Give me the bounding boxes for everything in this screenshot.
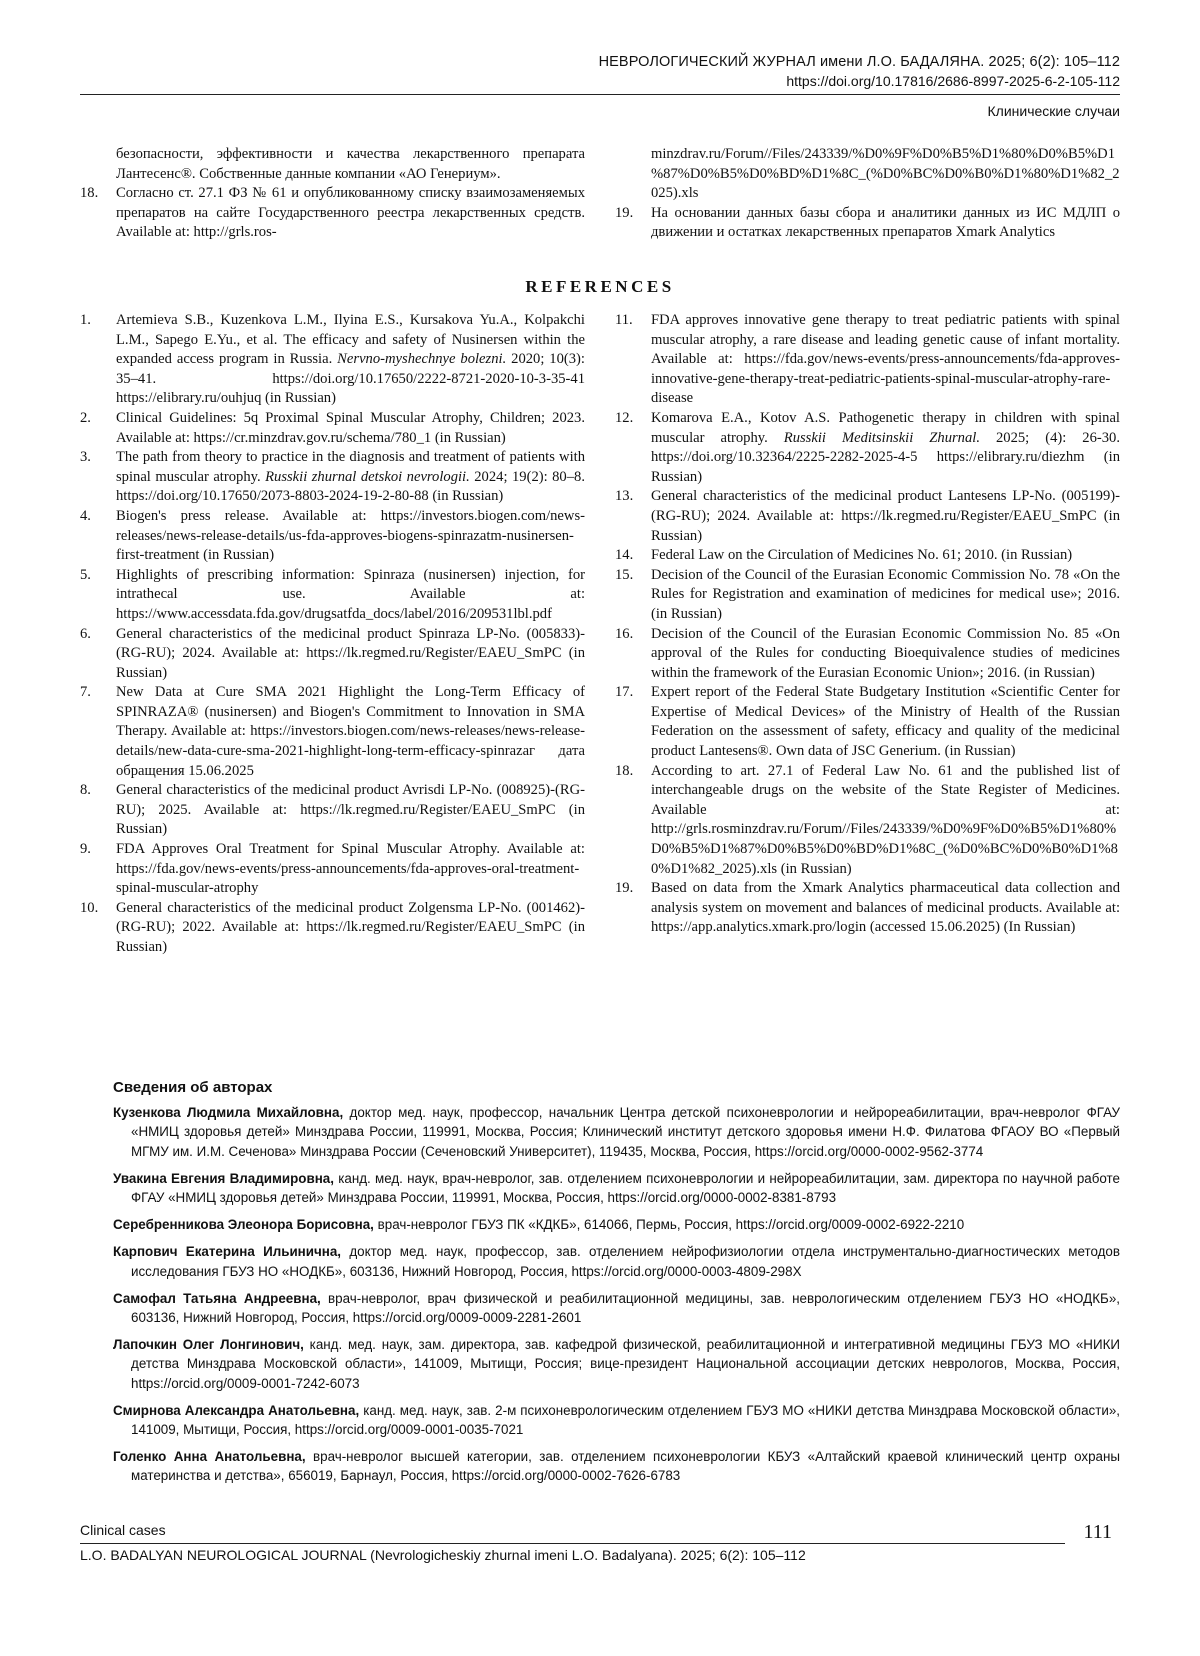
reference-number: 3. [80, 449, 91, 466]
reference-text [651, 625, 1120, 684]
references-left-column [80, 311, 585, 958]
reference-number: 17. [615, 684, 634, 701]
author-name: Серебренникова Элеонора Борисовна, [113, 1217, 374, 1233]
reference-text-main: Federal Law on the Circulation of Medicines No. 61; 2010. (in Russian) [651, 547, 1073, 564]
author-name: Смирнова Александра Анатольевна, [113, 1402, 360, 1418]
reference-number: 9. [80, 841, 91, 858]
reference-text-tail: 2020; 10(3): 35–41. https://doi.org/10.17650/2222-8721-2020-10-3-35-41 https://elibrary.ru/ouhjuq (in Russian) [116, 351, 585, 407]
reference-text-main: Expert report of the Federal State Budgetary Institution «Scientific Center for Expertise of Medical Devices» of the Ministry of Health of the Russian Federation on the assessment of safety, efficacy and quality of the medicinal product Lantesens®. Own data of JSC Generium. (in Russian) [651, 684, 1120, 760]
reference-item [615, 204, 1120, 243]
reference-text [651, 683, 1120, 761]
author-entry [113, 1215, 1120, 1234]
references-heading: REFERENCES [525, 277, 675, 296]
reference-number: 11. [615, 312, 633, 328]
reference-number: 2. [80, 409, 91, 426]
reference-text [116, 507, 585, 566]
reference-item [80, 507, 585, 566]
reference-text [651, 546, 1120, 566]
reference-item [80, 184, 585, 243]
reference-number: 14. [615, 547, 634, 564]
author-entry [113, 1289, 1120, 1327]
reference-text: Согласно ст. 27.1 ФЗ № 61 и опубликованному списку взаимозаменяемых препаратов на сайте Государственного реестра лекарственных средств. Available at: http://grls.ros- [116, 185, 585, 241]
reference-text-main: Decision of the Council of the Eurasian Economic Commission No. 85 «On approval of the Rules for conducting Bioequivalence studies of medicines within the framework of the Eurasian Economic Union»; 2016. (in Russian) [651, 625, 1120, 681]
reference-text [651, 566, 1120, 625]
reference-item [615, 311, 1120, 409]
reference-item [80, 840, 585, 899]
reference-text [116, 625, 585, 684]
reference-number: 8. [80, 782, 91, 799]
reference-number: 4. [80, 507, 91, 524]
reference-text: безопасности, эффективности и качества лекарственного препарата Лантесенс®. Собственные данные компании «АО Генериум». [116, 146, 585, 182]
reference-text [651, 409, 1120, 487]
russian-references-right-column [615, 145, 1120, 243]
reference-number: 1. [80, 312, 91, 328]
author-name: Голенко Анна Анатольевна, [113, 1449, 306, 1465]
reference-item [80, 409, 585, 448]
footer-journal-title: L.O. BADALYAN NEUROLOGICAL JOURNAL (Nevrologicheskiy zhurnal imeni L.O. Badalyana). 2025; 6(2): 105–112 [80, 1547, 806, 1563]
reference-text-main: General characteristics of the medicinal product Lantesens LP-No. (005199)-(RG-RU); 2024. Available at: https://lk.regmed.ru/Register/EAEU_SmPC (in Russian) [651, 488, 1120, 544]
reference-number: 7. [80, 684, 91, 701]
reference-continuation [615, 145, 1120, 204]
author-details: врач-невролог ГБУЗ ПК «КДКБ», 614066, Пермь, Россия, https://orcid.org/0009-0002-6922-2210 [373, 1217, 965, 1233]
author-details: врач-невролог, врач физической и реабилитационной медицины, зав. неврологическим отделением ГБУЗ НО «НОДКБ», 603136, Нижний Новгород, Россия, https://orcid.org/0009-0009-2281-2601 [131, 1290, 1120, 1326]
reference-text [116, 566, 585, 625]
reference-text [651, 879, 1120, 938]
reference-number: 19. [615, 880, 634, 897]
author-name: Карпович Екатерина Ильинична, [113, 1244, 342, 1260]
reference-text-main: General characteristics of the medicinal product Zolgensma LP-No. (001462)-(RG-RU); 2022. Available at: https://lk.regmed.ru/Register/EAEU_SmPC (in Russian) [116, 899, 585, 955]
reference-continuation [80, 145, 585, 184]
footer-section-label: Clinical cases [80, 1522, 166, 1538]
page-number: 111 [1083, 1521, 1112, 1543]
page-header [80, 52, 1120, 119]
footer-divider [80, 1543, 1065, 1544]
reference-item [80, 683, 585, 781]
reference-item [615, 546, 1120, 566]
reference-number: 16. [615, 625, 634, 642]
reference-text [116, 840, 585, 899]
author-name: Самофал Татьяна Андреевна, [113, 1290, 321, 1306]
reference-text-main: FDA approves innovative gene therapy to treat pediatric patients with spinal muscular atrophy, a rare disease and leading genetic cause of infant mortality. Available at: https://fda.gov/news-events/press-announcements/fda-approves-innovative-gene-therapy-treat-pediatric-patients-spinal-muscular-atrophy-rare-disease [651, 312, 1120, 407]
authors-list [113, 1103, 1120, 1485]
reference-number: 5. [80, 566, 91, 583]
reference-item [615, 625, 1120, 684]
reference-text-main: General characteristics of the medicinal product Avrisdi LP-No. (008925)-(RG-RU); 2025. Available at: https://lk.regmed.ru/Register/EAEU_SmPC (in Russian) [116, 782, 585, 838]
reference-text-main: FDA Approves Oral Treatment for Spinal Muscular Atrophy. Available at: https://fda.gov/news-events/press-announcements/fda-approves-oral-treatment-spinal-muscular-atrophy [116, 841, 585, 897]
reference-text [116, 409, 585, 448]
reference-text-main: Decision of the Council of the Eurasian Economic Commission No. 78 «On the Rules for Registration and examination of medicines for medical use»; 2016. (in Russian) [651, 566, 1120, 622]
reference-journal-title: Russkii zhurnal detskoi nevrologii. [265, 468, 470, 485]
reference-text [651, 762, 1120, 880]
author-name: Лапочкин Олег Лонгинович, [113, 1337, 304, 1353]
reference-text-main: The path from theory to practice in the diagnosis and treatment of patients with spinal muscular atrophy. [116, 449, 585, 485]
reference-number: 15. [615, 566, 634, 583]
section-label: Клинические случаи [987, 103, 1120, 119]
reference-item [615, 487, 1120, 546]
author-details: доктор мед. наук, профессор, зав. отделением нейрофизиологии отдела инструментально-диагностических методов исследования ГБУЗ НО «НОДКБ», 603136, Нижний Новгород, Россия, https://orcid.org/0000-0003-4809-298X [131, 1244, 1120, 1279]
page-footer [80, 1521, 1120, 1563]
header-divider [80, 94, 1120, 95]
reference-text-main: According to art. 27.1 of Federal Law No. 61 and the published list of interchangeable drugs on the website of the State Register of Medicines. Available at: http://grls.rosminzdrav.ru/Forum//Files/243339/%D0%9F%D0%B5%D1%80%D0%B5%D1%87%D0%B5%D0%BD%D1%8C_(%D0%BC%D0%B0%D1%80%D1%82_2025).xls (in Russian) [651, 762, 1120, 877]
reference-text [651, 311, 1120, 409]
authors-heading: Сведения об авторах [113, 1079, 273, 1096]
reference-item [80, 625, 585, 684]
author-name: Увакина Евгения Владимировна, [113, 1170, 334, 1186]
reference-item [80, 781, 585, 840]
author-details: врач-невролог высшей категории, зав. отделением психоневрологии КБУЗ «Алтайский краевой клинический центр охраны материнства и детства», 656019, Барнаул, Россия, https://orcid.org/0000-0002-7626-6783 [131, 1449, 1120, 1484]
reference-journal-title: Nervno-myshechnye bolezni. [337, 351, 507, 368]
reference-number: 19. [615, 204, 634, 221]
russian-references-left-column [80, 145, 585, 243]
author-details: канд. мед. наук, врач-невролог, зав. отделением психоневрологии и нейрореабилитации, зам. директора по научной работе ФГАУ «НМИЦ здоровья детей» Минздрава России, 119991, Москва, Россия, https://orcid.org/0000-0002-8381-8793 [131, 1170, 1120, 1206]
reference-number: 12. [615, 409, 634, 426]
reference-text-main: Clinical Guidelines: 5q Proximal Spinal Muscular Atrophy, Children; 2023. Available at: https://cr.minzdrav.gov.ru/schema/780_1 (in Russian) [116, 409, 585, 446]
reference-text [116, 683, 585, 781]
reference-item [80, 566, 585, 625]
reference-text-tail: 2024; 19(2): 80–8. https://doi.org/10.17650/2073-8803-2024-19-2-80-88 (in Russian) [116, 468, 585, 505]
reference-item [80, 448, 585, 507]
reference-text [116, 781, 585, 840]
reference-text-main: Artemieva S.B., Kuzenkova L.M., Ilyina E.S., Kursakova Yu.A., Kolpakchi L.M., Sapego E.Yu., et al. The efficacy and safety of Nusinersen within the expanded access program in Russia. [116, 312, 585, 368]
reference-item [615, 762, 1120, 880]
reference-item [80, 899, 585, 958]
reference-text [116, 311, 585, 409]
reference-item [615, 683, 1120, 761]
author-entry [113, 1401, 1120, 1439]
author-entry [113, 1103, 1120, 1161]
reference-number: 10. [80, 899, 99, 916]
journal-header-title: НЕВРОЛОГИЧЕСКИЙ ЖУРНАЛ имени Л.О. БАДАЛЯНА. 2025; 6(2): 105–112 [598, 54, 1120, 70]
reference-item [615, 879, 1120, 938]
reference-text-main: Highlights of prescribing information: Spinraza (nusinersen) injection, for intrathecal use. Available at: https://www.accessdata.fda.gov/drugsatfda_docs/label/2016/209531lbl.pdf [116, 566, 585, 622]
reference-text: minzdrav.ru/Forum//Files/243339/%D0%9F%D0%B5%D1%80%D0%B5%D1%87%D0%B5%D0%BD%D1%8C_(%D0%BC%D0%B0%D1%80%D1%82_2025).xls [651, 146, 1120, 202]
author-entry [113, 1169, 1120, 1207]
reference-number: 13. [615, 488, 634, 505]
reference-text-main: Komarova E.A., Kotov A.S. Pathogenetic therapy in children with spinal muscular atrophy. [651, 409, 1120, 446]
reference-text [651, 487, 1120, 546]
author-details: канд. мед. наук, зав. 2-м психоневрологическим отделением ГБУЗ МО «НИКИ детства Минздрава Московской области», 141009, Мытищи, Россия, https://orcid.org/0009-0001-0035-7021 [131, 1402, 1120, 1438]
author-entry [113, 1242, 1120, 1280]
reference-item [615, 566, 1120, 625]
reference-item [80, 311, 585, 409]
reference-text [116, 448, 585, 507]
author-entry [113, 1447, 1120, 1485]
author-details: канд. мед. наук, зам. директора, зав. кафедрой физической, реабилитационной и интегративной медицины ГБУЗ МО «НИКИ детства Минздрава Московской области», 141009, Мытищи, Россия; вице-президент Национальной ассоциации детских неврологов, Москва, Россия, https://orcid.org/0009-0001-7242-6073 [131, 1337, 1120, 1391]
author-entry [113, 1335, 1120, 1393]
references-right-column [615, 311, 1120, 938]
reference-item [615, 409, 1120, 487]
reference-journal-title: Russkii Meditsinskii Zhurnal. [783, 429, 980, 446]
authors-section [113, 1078, 1120, 1494]
reference-number: 18. [615, 762, 634, 779]
reference-number: 18. [80, 185, 99, 202]
author-name: Кузенкова Людмила Михайловна, [113, 1105, 344, 1121]
reference-text [116, 899, 585, 958]
reference-text: На основании данных базы сбора и аналитики данных из ИС МДЛП о движении и остатках лекарственных препаратов Xmark Analytics [651, 204, 1120, 241]
reference-text-tail: 2025; (4): 26-30. https://doi.org/10.32364/2225-2282-2025-4-5 https://elibrary.ru/diezhm (in Russian) [651, 429, 1120, 485]
reference-text-main: New Data at Cure SMA 2021 Highlight the Long-Term Efficacy of SPINRAZA® (nusinersen) and Biogen's Commitment to Innovation in SMA Therapy. Available at: https://investors.biogen.com/news-releases/news-release-details/new-data-cure-sma-2021-highlight-long-term-efficacy-spinrazaг дата обращения 15.06.2025 [116, 684, 585, 779]
reference-text-main: General characteristics of the medicinal product Spinraza LP-No. (005833)-(RG-RU); 2024. Available at: https://lk.regmed.ru/Register/EAEU_SmPC (in Russian) [116, 625, 585, 681]
reference-text-main: Based on data from the Xmark Analytics pharmaceutical data collection and analysis system on movement and balances of medicinal products. Available at: https://app.analytics.xmark.pro/login (accessed 15.06.2025) (In Russian) [651, 880, 1120, 936]
author-details: доктор мед. наук, профессор, начальник Центра детской психоневрологии и нейрореабилитации, врач-невролог ФГАУ «НМИЦ здоровья детей» Минздрава России, 119991, Москва, Россия; Клинический институт детского здоровья имени Н.Ф. Филатова ФГАОУ ВО «Первый МГМУ им. И.М. Сеченова» Минздрава России (Сеченовский Университет), 119435, Москва, Россия, https://orcid.org/0000-0002-9562-3774 [131, 1105, 1120, 1159]
reference-text-main: Biogen's press release. Available at: https://investors.biogen.com/news-releases/news-release-details/us-fda-approves-biogens-spinrazatm-nusinersen-first-treatment (in Russian) [116, 507, 585, 564]
doi-link[interactable]: https://doi.org/10.17816/2686-8997-2025-6-2-105-112 [786, 73, 1120, 89]
reference-number: 6. [80, 625, 91, 642]
